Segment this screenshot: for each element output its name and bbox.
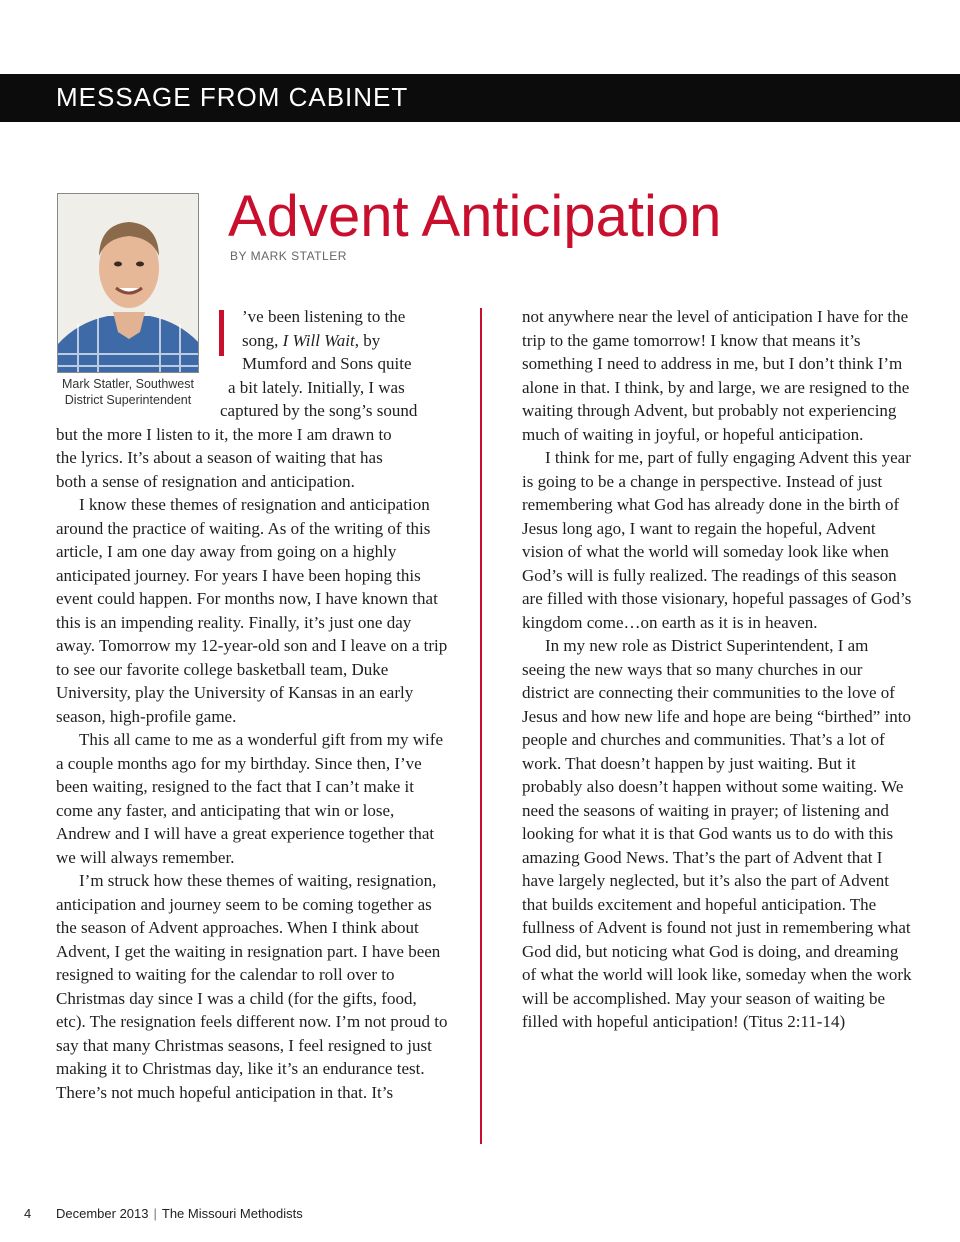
text-line: visionary, hopeful passages of God’s kingdom — [522, 589, 912, 632]
text-line: my 12-year-old son and I leave on a trip to see our — [56, 636, 448, 679]
text-line: that win or lose, Andrew and I will have a great — [56, 800, 395, 843]
text-line: but the more I listen to it, the more I am drawn to — [56, 424, 392, 444]
text-line: Mumford and Sons quite — [242, 354, 412, 373]
text-line: high-profile game. — [109, 706, 237, 726]
text-line: the lyrics. It’s about a season of waiting that has — [56, 448, 383, 467]
page-footer — [24, 1206, 303, 1221]
text-line: what it is that God wants us to do with this amazing — [522, 824, 894, 867]
text-line: the writing of this article, I am one day away from — [56, 518, 431, 561]
left-column — [56, 305, 448, 1104]
text-line: anticipation around the practice of waiting. As of — [56, 495, 430, 538]
text-line: done in the birth of Jesus long ago, I want to regain — [522, 495, 900, 538]
page-number: 4 — [24, 1206, 32, 1221]
text-line: when the work will be accomplished. May your — [522, 965, 912, 1008]
text-line: This all came to me as a wonderful gift from my — [79, 730, 409, 749]
text-line: to the love of Jesus and how new life and hope — [522, 683, 895, 726]
text-line: I know these themes of resignation and — [79, 495, 346, 514]
text-line: for the trip to the game tomorrow! I know that — [522, 307, 909, 350]
text-line: dreaming of what the world will look like, someday — [522, 941, 899, 984]
text-line: coming together as the season of Advent approaches. — [56, 894, 432, 937]
text-line: feels different now. I’m not proud to say that many — [56, 1012, 448, 1055]
paragraph — [522, 634, 912, 1034]
text-line: happen by just waiting. But it probably also doesn’t — [522, 753, 856, 796]
text-line: In my new role as District Superintendent, I — [545, 636, 844, 655]
text-line: means it’s something I need to address in me, but I — [522, 330, 861, 373]
text-line: Instead of just remembering what God has already — [522, 471, 883, 514]
text-line: someday look like when God’s will is fully realized. — [522, 542, 889, 585]
text-line: reality. Finally, it’s just one day away. Tomorrow — [56, 612, 412, 655]
text-line: The readings of this season are filled with those — [522, 565, 897, 608]
text-line: largely neglected, but it’s also the part of Advent — [558, 871, 889, 890]
text-line: going on a highly anticipated journey. For years — [56, 542, 397, 585]
text-line: a bit lately. Initially, I was — [228, 377, 405, 397]
text-line: I have been hoping this event could happen. For — [56, 565, 421, 608]
text-line: ’ve been listening to the — [242, 307, 406, 326]
text-line: happen without some waiting. We need the seasons — [522, 777, 904, 820]
text-line: wife a couple months ago for my birthday. Since — [56, 730, 443, 773]
text-line: (Titus 2:11-14) — [742, 1012, 846, 1031]
right-column — [522, 305, 912, 1034]
text-line: or hopeful anticipation. — [704, 424, 864, 444]
text-line: Good News. That’s the part of Advent that I have — [522, 847, 883, 890]
text-line: probably not experiencing much of waiting in joyful, — [522, 401, 897, 444]
caption-line: Mark Statler, Southwest — [61, 377, 194, 391]
paragraph — [56, 728, 448, 869]
text-line: don’t think I’m alone in that. I think, by and large, — [522, 354, 903, 397]
text-line: I think for me, part of fully engaging Advent — [545, 448, 849, 467]
text-line: captured by the song’s sound — [220, 401, 418, 420]
text-line: favorite college basketball team, Duke University, — [56, 659, 389, 702]
text-line: season of waiting be filled with hopeful anticipation! — [522, 988, 886, 1031]
footer-separator: | — [153, 1206, 157, 1221]
text-line: was a child (for the gifts, food, etc). The resignation — [56, 988, 417, 1031]
text-line: what God did, but noticing what God is doing, and — [522, 918, 911, 961]
paragraph — [522, 305, 912, 446]
paragraph — [56, 305, 448, 493]
paragraph — [56, 493, 448, 728]
text-line: I’m struck how these themes of waiting, — [79, 871, 353, 890]
text-fragment: song, — [242, 330, 283, 350]
text-line: fullness of Advent is found not just in remembering — [522, 918, 874, 937]
text-line: come…on earth as it is in heaven. — [586, 612, 818, 632]
text-line: it to Christmas day, like it’s an endurance test. — [111, 1059, 425, 1078]
byline: BY MARK STATLER — [230, 249, 347, 263]
issue-date: December 2013 — [56, 1206, 149, 1221]
text-line: Christmas seasons, I feel resigned to just making — [56, 1035, 432, 1078]
text-line: experience together that we will always remember. — [56, 824, 435, 867]
text-line: both a sense of resignation and anticipation. — [56, 471, 355, 491]
text-line: the calendar to roll over to Christmas day since I — [56, 965, 395, 1008]
text-line: I can’t make it come any faster, and anticipating — [56, 777, 414, 820]
text-line: play the University of Kansas in an early season, — [56, 683, 414, 726]
text-line — [242, 329, 448, 353]
text-line: When I think about Advent, I get the waiting in — [56, 918, 419, 961]
text-line: am seeing the new ways that so many churches — [522, 636, 869, 679]
caption-line: District Superintendent — [64, 393, 192, 407]
text-line: this year is going to be a change in perspective. — [522, 448, 911, 491]
text-line: of waiting in prayer; of listening and looking for — [522, 800, 889, 843]
paragraph — [522, 446, 912, 634]
publication-name: The Missouri Methodists — [161, 1206, 303, 1221]
text-line: in our district are connecting their communities — [522, 659, 863, 702]
text-line: resignation, anticipation and journey seem to be — [56, 871, 437, 914]
column-divider — [480, 308, 482, 1144]
text-line: we are resigned to the waiting through Advent, but — [522, 377, 910, 420]
text-line: the hopeful, Advent vision of what the world will — [522, 518, 876, 561]
text-line: are being “birthed” into people and churches and — [522, 706, 911, 749]
text-line: months now, I have known that this is an impending — [56, 589, 438, 632]
text-line: communities. That’s a lot of work. That doesn’t — [522, 730, 885, 773]
text-line: resignation part. I have been resigned to waiting for — [56, 941, 441, 984]
text-line: then, I’ve been waiting, resigned to the fact that — [56, 753, 422, 796]
section-banner — [0, 74, 960, 122]
section-title: MESSAGE FROM CABINET — [56, 82, 409, 112]
paragraph — [56, 869, 448, 1104]
song-title: I Will Wait — [282, 330, 355, 350]
text-line: not anywhere near the level of anticipation I have — [522, 307, 860, 326]
text-line: that builds excitement and hopeful anticipation. The — [522, 894, 877, 914]
text-fragment: , by — [354, 330, 381, 350]
article-title: Advent Anticipation — [228, 184, 722, 249]
text-line: There’s not much hopeful anticipation in that. It’s — [56, 1082, 394, 1102]
